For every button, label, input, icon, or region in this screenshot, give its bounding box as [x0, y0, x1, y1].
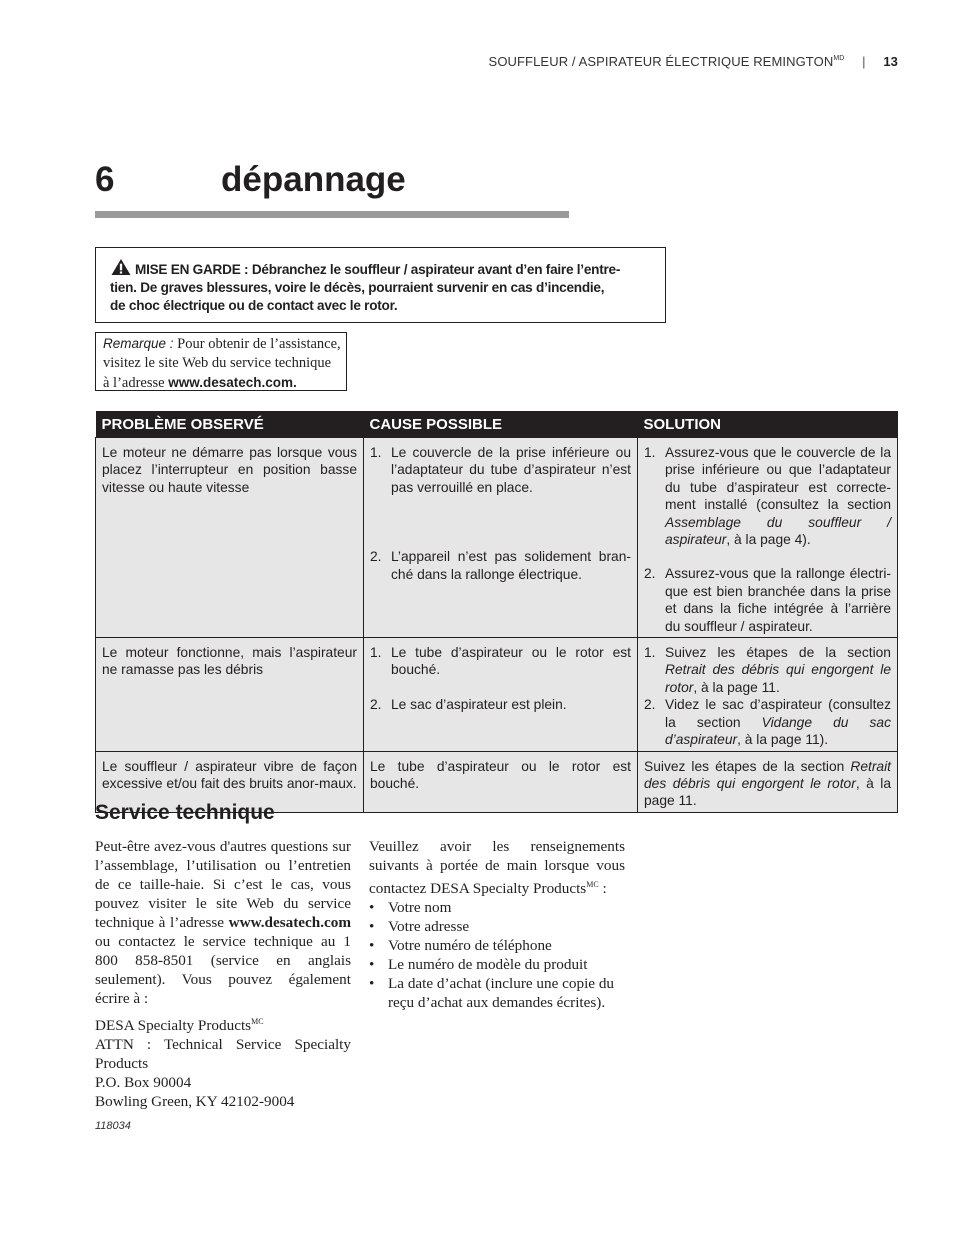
- problem-cell: Le moteur fonctionne, mais l’aspirateur ne ramasse pas les débris: [96, 638, 364, 751]
- chapter-rule: [95, 211, 569, 218]
- warning-line-1: MISE EN GARDE : Débranchez le souffleur / aspirateur avant d’en faire l’entre-: [110, 258, 665, 279]
- info-list: [369, 898, 625, 1012]
- solution-cell: Suivez les étapes de la section Retrait des débris qui engorgent le rotor, à la page 11.: [638, 751, 898, 812]
- note-line-2: visitez le site Web du service technique: [103, 355, 332, 371]
- address-city: Bowling Green, KY 42102-9004: [95, 1093, 295, 1110]
- header-solution: SOLUTION: [638, 411, 898, 438]
- address-attn: ATTN : Technical Service Specialty Products: [95, 1036, 351, 1072]
- mailing-address: [95, 1012, 351, 1111]
- bullet-icon: •: [369, 937, 375, 954]
- warning-box: [95, 247, 666, 323]
- cause-cell: Le tube d’aspirateur ou le rotor est bouché.: [364, 751, 638, 812]
- solution-cell: [638, 638, 898, 751]
- note-url-link[interactable]: www.desatech.com.: [168, 375, 297, 390]
- cause-item: 1. Le tube d’aspirateur ou le rotor est bouché.: [370, 645, 631, 678]
- list-item: • Votre numéro de téléphone: [369, 937, 552, 954]
- list-item: • La date d’achat (inclure une copie du reçu d’achat aux demandes écrites).: [369, 975, 615, 1011]
- bullet-icon: •: [369, 956, 375, 973]
- solution-item: 1. Suivez les étapes de la section Retrait des débris qui engorgent le rotor, à la page 11.: [644, 645, 891, 695]
- cause-cell: [364, 438, 638, 638]
- list-item: • Le numéro de modèle du produit: [369, 956, 588, 973]
- bullet-icon: •: [369, 899, 375, 916]
- info-intro: Veuillez avoir les renseignements suivants à portée de main lorsque vous contactez DESA Specialty Products$^{MC}$ :: [369, 838, 625, 897]
- solution-item: 2. Videz le sac d’aspirateur (consultez la section Vidange du sac d’aspirateur, à la page 11).: [644, 697, 891, 748]
- chapter-title: dépannage: [221, 160, 406, 199]
- service-url-link[interactable]: www.desatech.com: [228, 914, 351, 931]
- cause-item: 1. Le couvercle de la prise inférieure ou l’adaptateur du tube d’aspirateur n’est pas verrouillé en place.: [370, 445, 631, 495]
- solution-item: 2. Assurez-vous que la rallonge électri-que est bien branchée dans la prise et dans la fiche intégrée à l’arrière du souffleur / aspirateur.: [644, 566, 891, 634]
- cause-cell: [364, 638, 638, 751]
- note-line-1: Remarque : Pour obtenir de l’assistance,: [103, 336, 341, 352]
- note-line-3: à l’adresse www.desatech.com.: [103, 375, 297, 391]
- cause-item: 2. L’appareil n’est pas solidement bran-ché dans la rallonge électrique.: [370, 549, 631, 582]
- bullet-icon: •: [369, 975, 375, 992]
- bullet-icon: •: [369, 918, 375, 935]
- warning-triangle-icon: [110, 258, 132, 276]
- header-problem: PROBLÈME OBSERVÉ: [96, 411, 364, 438]
- note-label: Remarque :: [103, 336, 174, 351]
- service-paragraph: Peut-être avez-vous d'autres questions sur l’assemblage, l’utilisation ou l’entretien de ce taille-haie. Si c’est le cas, vous pouvez visiter le site Web du service technique à l’adresse www.desatech.com ou contactez le service technique au 1 800 858-8501 (service en anglais seulement). Vous pouvez également écrire à :: [95, 838, 351, 1007]
- list-item: • Votre nom: [369, 899, 452, 916]
- running-title: SOUFFLEUR / ASPIRATEUR ÉLECTRIQUE REMINGTON: [488, 54, 834, 69]
- chapter-number: 6: [95, 160, 115, 199]
- table-header-row: [96, 411, 898, 438]
- table-row: [96, 638, 898, 751]
- warning-line-3: de choc électrique ou de contact avec le rotor.: [110, 298, 398, 313]
- address-box: P.O. Box 90004: [95, 1074, 192, 1091]
- service-left-column: [95, 837, 351, 1111]
- note-box: [95, 332, 347, 391]
- service-right-column: [369, 837, 625, 1012]
- page-number: 13: [883, 54, 898, 69]
- header-cause: CAUSE POSSIBLE: [364, 411, 638, 438]
- running-header: [489, 54, 898, 69]
- solution-item: 1. Assurez-vous que le couvercle de la prise inférieure ou que l’adaptateur du tube d’aspirateur est correcte-ment installé (consultez la section Assemblage du souffleur / aspirateur, à la page 4).: [644, 445, 891, 548]
- warning-line-2: tien. De graves blessures, voire le décès, pourraient survenir en cas d’incendie,: [110, 280, 605, 295]
- trademark-mark: MD: [833, 55, 845, 62]
- list-item: • Votre adresse: [369, 918, 470, 935]
- document-code: 118034: [95, 1120, 131, 1132]
- solution-cell: [638, 438, 898, 638]
- address-company: DESA Specialty Products$^{MC}$: [95, 1017, 264, 1034]
- cause-item: 2. Le sac d’aspirateur est plein.: [370, 696, 567, 712]
- section-heading: Service technique: [95, 801, 275, 824]
- problem-cell: Le souffleur / aspirateur vibre de façon excessive et/ou fait des bruits anor-maux.: [96, 751, 364, 812]
- problem-cell: Le moteur ne démarre pas lorsque vous placez l’interrupteur en position basse vitesse ou haute vitesse: [96, 438, 364, 638]
- table-row: [96, 438, 898, 638]
- troubleshooting-table: [95, 411, 898, 813]
- header-separator: |: [862, 54, 866, 69]
